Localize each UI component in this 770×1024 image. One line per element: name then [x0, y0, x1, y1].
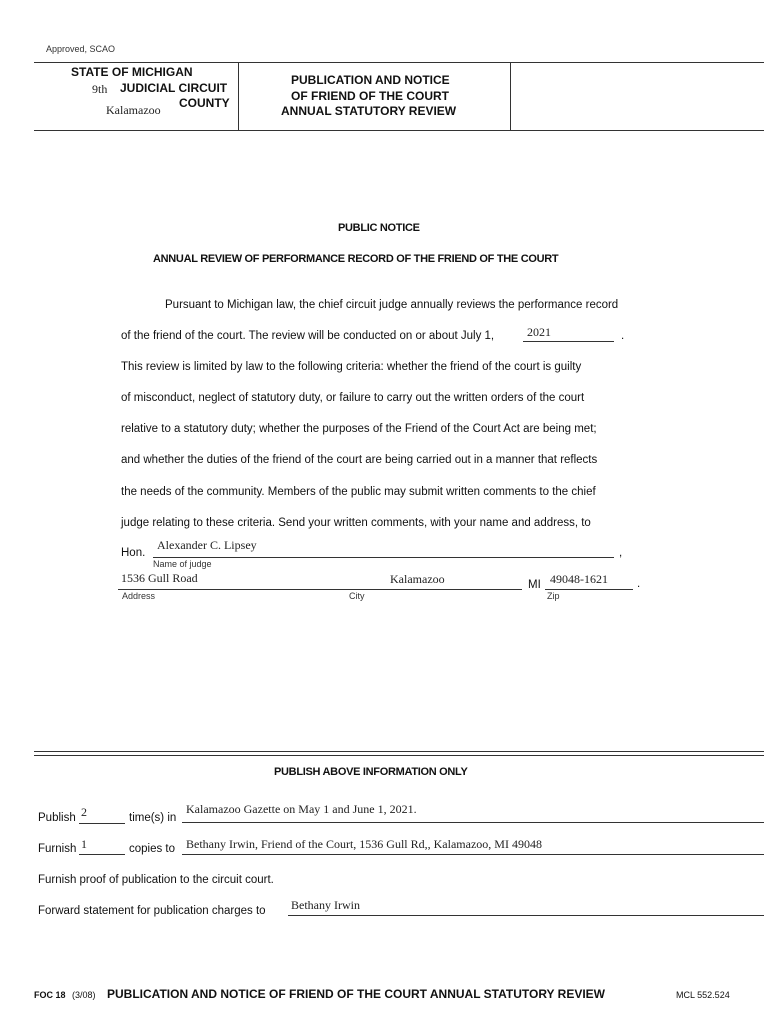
notice-body-line8: judge relating to these criteria. Send your written comments, with your name and address, to	[121, 517, 591, 529]
judicial-circuit-label: JUDICIAL CIRCUIT	[120, 81, 228, 95]
header-bottom-rule	[34, 130, 764, 131]
furnish-label: Furnish	[38, 843, 77, 855]
forward-statement-label: Forward statement for publication charges to	[38, 905, 266, 917]
judge-name-field[interactable]: Alexander C. Lipsey	[157, 538, 257, 552]
address-field[interactable]: 1536 Gull Road	[121, 571, 198, 585]
approved-scao-label: Approved, SCAO	[46, 44, 116, 54]
hon-label: Hon.	[121, 547, 146, 559]
notice-body-line6: and whether the duties of the friend of the court are being carried out in a manner that reflects	[121, 454, 598, 466]
zip-underline	[545, 589, 633, 590]
review-year-field[interactable]: 2021	[527, 325, 551, 339]
header-top-rule	[34, 62, 764, 63]
state-of-michigan: STATE OF MICHIGAN	[71, 65, 193, 79]
form-date: (3/08)	[72, 990, 96, 1000]
form-id: FOC 18	[34, 990, 66, 1000]
notice-body-line5: relative to a statutory duty; whether the purposes of the Friend of the Court Act are being met;	[121, 423, 597, 435]
footer-title: PUBLICATION AND NOTICE OF FRIEND OF THE COURT ANNUAL STATUTORY REVIEW	[107, 987, 605, 1001]
notice-body-line2: of the friend of the court. The review will be conducted on or about July 1,	[121, 330, 495, 342]
address-caption: Address	[122, 591, 156, 601]
state-mi-label: MI	[528, 579, 541, 591]
publish-section-rule-top	[34, 751, 764, 752]
publish-count-field[interactable]: 2	[81, 805, 87, 819]
annual-review-subheading: ANNUAL REVIEW OF PERFORMANCE RECORD OF THE FRIEND OF THE COURT	[153, 253, 559, 265]
publication-field[interactable]: Kalamazoo Gazette on May 1 and June 1, 2021.	[186, 802, 417, 816]
forward-to-underline	[288, 915, 764, 916]
zip-field[interactable]: 49048-1621	[550, 572, 608, 586]
notice-body-line1: Pursuant to Michigan law, the chief circuit judge annually reviews the performance record	[165, 299, 619, 311]
address-underline	[118, 589, 522, 590]
form-title-line1: PUBLICATION AND NOTICE	[291, 73, 450, 87]
form-title-line3: ANNUAL STATUTORY REVIEW	[281, 104, 457, 118]
copies-to-field[interactable]: Bethany Irwin, Friend of the Court, 1536 Gull Rd,, Kalamazoo, MI 49048	[186, 837, 542, 851]
mcl-reference: MCL 552.524	[676, 990, 730, 1000]
judge-name-comma: ,	[619, 547, 623, 559]
zip-caption: Zip	[547, 591, 560, 601]
notice-body-line3: This review is limited by law to the following criteria: whether the friend of the court is guilty	[121, 361, 582, 373]
furnish-count-field[interactable]: 1	[81, 837, 87, 851]
zip-period: .	[637, 578, 641, 590]
publish-section-rule-bottom	[34, 755, 764, 756]
name-of-judge-caption: Name of judge	[153, 559, 212, 569]
furnish-count-underline	[79, 854, 125, 855]
copies-to-underline	[182, 854, 764, 855]
notice-body-line7: the needs of the community. Members of the public may submit written comments to the chief	[121, 486, 596, 498]
publish-above-heading: PUBLISH ABOVE INFORMATION ONLY	[274, 766, 468, 778]
city-field[interactable]: Kalamazoo	[390, 572, 445, 586]
publish-count-underline	[79, 823, 125, 824]
review-year-underline	[523, 341, 614, 342]
judge-name-underline	[153, 557, 614, 558]
header-divider-left	[238, 62, 239, 130]
furnish-proof-text: Furnish proof of publication to the circuit court.	[38, 874, 274, 886]
review-year-period: .	[621, 330, 625, 342]
circuit-number-field[interactable]: 9th	[92, 82, 108, 96]
header-divider-right	[510, 62, 511, 130]
public-notice-heading: PUBLIC NOTICE	[338, 222, 420, 234]
forward-to-field[interactable]: Bethany Irwin	[291, 898, 360, 912]
times-in-label: time(s) in	[129, 812, 177, 824]
city-caption: City	[349, 591, 365, 601]
form-title-line2: OF FRIEND OF THE COURT	[291, 89, 449, 103]
notice-body-line4: of misconduct, neglect of statutory duty, or failure to carry out the written orders of the court	[121, 392, 585, 404]
county-name-field[interactable]: Kalamazoo	[106, 103, 161, 117]
publish-label: Publish	[38, 812, 76, 824]
publication-underline	[182, 822, 764, 823]
copies-to-label: copies to	[129, 843, 176, 855]
county-label: COUNTY	[179, 96, 230, 110]
